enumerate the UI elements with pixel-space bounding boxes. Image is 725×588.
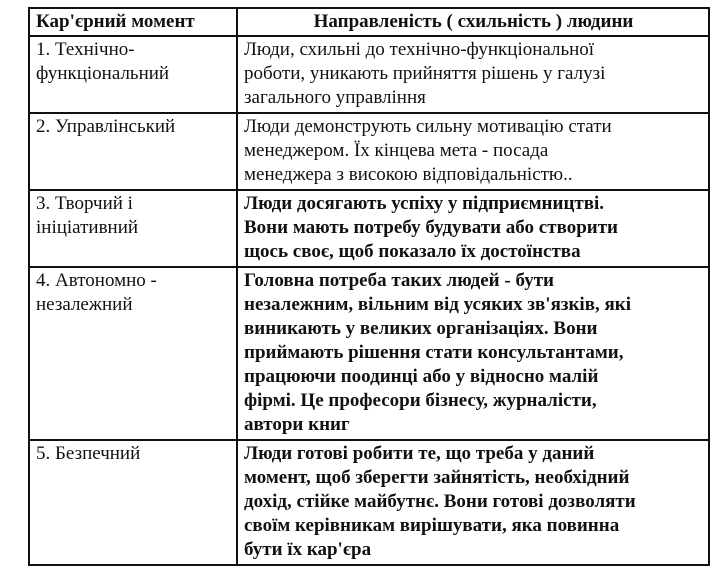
orientation-description-line: фірмі. Це професори бізнесу, журналісти, [244,390,597,411]
career-moment-line: 5. Безпечний [36,443,141,464]
table-row [29,440,709,565]
orientation-description-line: дохід, стійке майбутнє. Вони готові дозволяти [244,491,636,512]
career-moments-table [28,7,710,566]
orientation-description-line: щось своє, щоб показало їх достоїнства [244,241,581,262]
orientation-description-line: працюючи поодинці або у відносно малій [244,366,599,387]
career-moment-line: 1. Технічно- [36,39,135,60]
orientation-description-cell [237,36,709,113]
orientation-description-line: незалежним, вільним від усяких зв'язків, які [244,294,631,315]
orientation-description-line: приймають рішення стати консультантами, [244,342,624,363]
orientation-description-cell [237,267,709,440]
orientation-description-line: Головна потреба таких людей - бути [244,270,555,291]
orientation-description-line: роботи, уникають прийняття рішень у галузі [244,63,606,84]
career-moment-line: функціональний [36,63,170,84]
header-career-moment: Кар'єрний момент [29,8,237,36]
orientation-description-cell [237,440,709,565]
career-moment-cell [29,36,237,113]
career-moment-cell [29,113,237,190]
orientation-description-line: виникають у великих організаціях. Вони [244,318,598,339]
header-orientation: Направленість ( схильність ) людини [237,8,709,36]
table-row [29,36,709,113]
orientation-description-line: менеджера з високою відповідальністю.. [244,164,573,185]
orientation-description-line: своїм керівникам вирішувати, яка повинна [244,515,620,536]
career-moment-line: 2. Управлінський [36,116,176,137]
career-moment-line: 4. Автономно - [36,270,157,291]
orientation-description-line: момент, щоб зберегти зайнятість, необхідний [244,467,630,488]
table-row [29,267,709,440]
orientation-description-line: Люди готові робити те, що треба у даний [244,443,595,464]
orientation-description-line: Вони мають потребу будувати або створити [244,217,618,238]
table-row [29,190,709,267]
orientation-description-line: Люди демонструють сильну мотивацію стати [244,116,612,137]
table-body [29,36,709,565]
table-row [29,113,709,190]
career-moment-cell [29,267,237,440]
career-moment-line: ініціативний [36,217,139,238]
orientation-description-cell [237,190,709,267]
career-moment-cell [29,440,237,565]
orientation-description-line: Люди, схильні до технічно-функціональної [244,39,595,60]
orientation-description-line: автори книг [244,414,350,435]
career-moment-line: незалежний [36,294,133,315]
orientation-description-line: менеджером. Їх кінцева мета - посада [244,140,549,161]
orientation-description-line: Люди досягають успіху у підприємництві. [244,193,605,214]
orientation-description-cell [237,113,709,190]
career-moment-line: 3. Творчий і [36,193,133,214]
table-header-row [29,8,709,36]
career-moment-cell [29,190,237,267]
orientation-description-line: загального управління [244,87,426,108]
orientation-description-line: бути їх кар'єра [244,539,372,560]
